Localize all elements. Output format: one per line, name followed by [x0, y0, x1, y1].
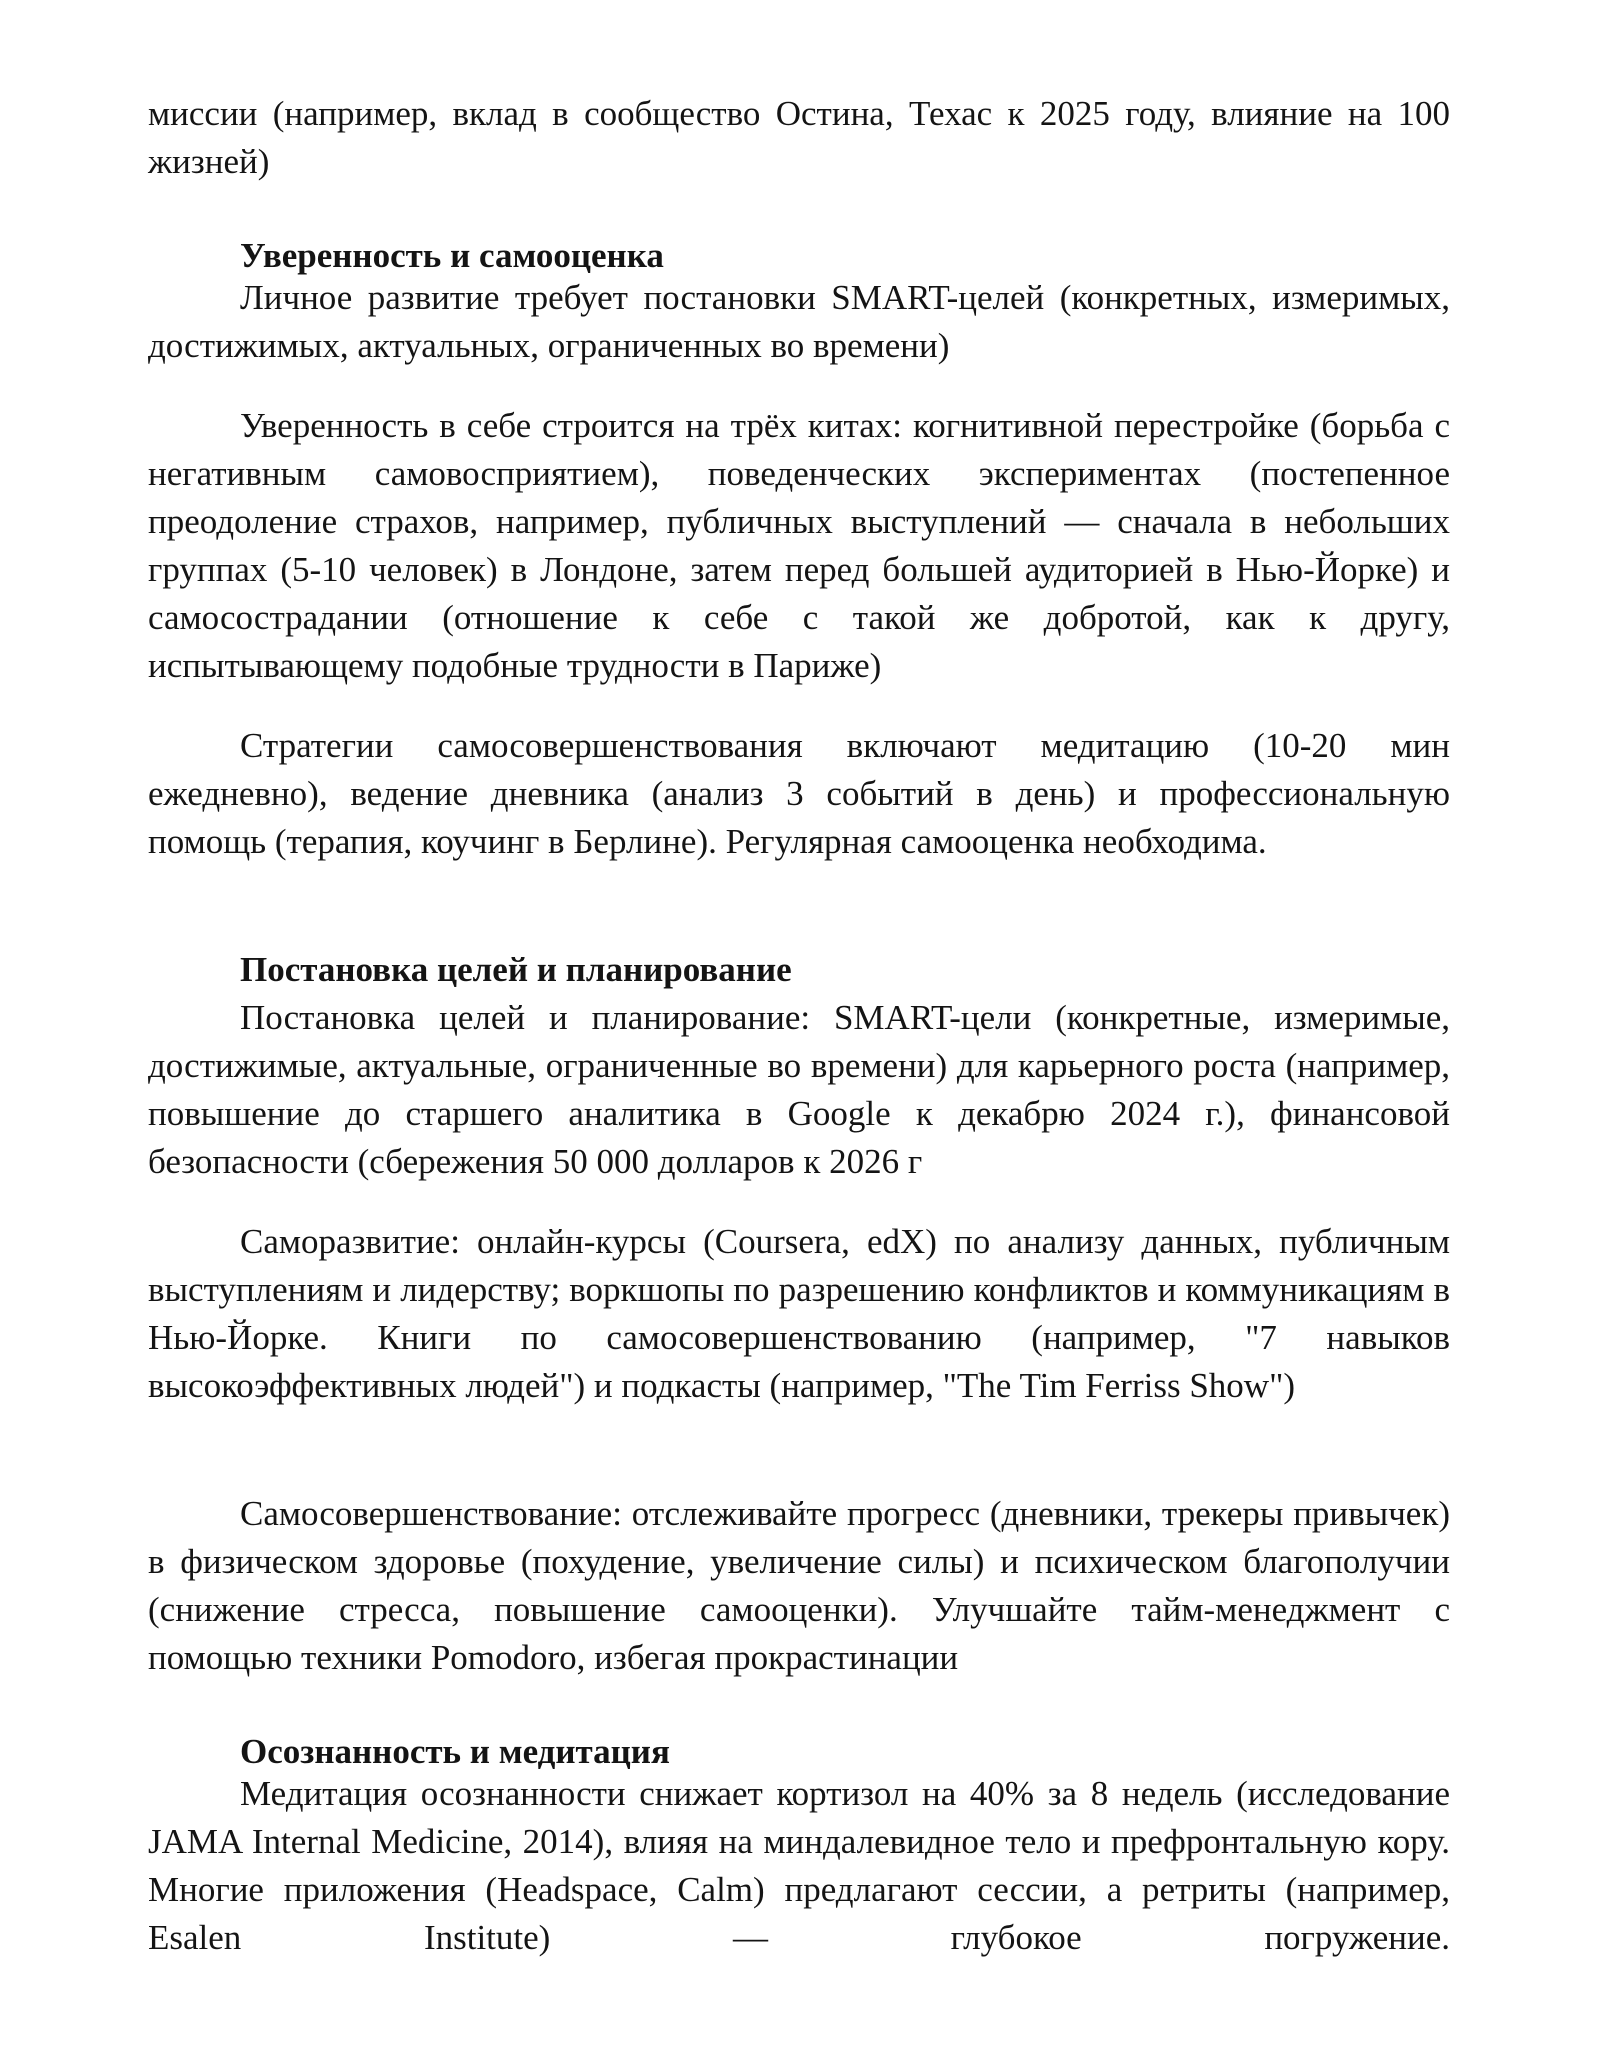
paragraph-three-whales: Уверенность в себе строится на трёх китах: когнитивной перестройке (борьба с негативным самовосприятием), поведенческих экспериментах (постепенное преодоление страхов, например, публичных выступлений — сначала в небольших группах (5-10 человек) в Лондоне, затем перед большей аудиторией в Нью-Йорке) и самосострадании (отношение к себе с такой же добротой, как к другу, испытывающему подобные трудности в Париже) [148, 406, 1450, 685]
paragraph-strategies: Стратегии самосовершенствования включают медитацию (10-20 мин ежедневно), ведение дневника (анализ 3 событий в день) и профессиональную помощь (терапия, коучинг в Берлине). Регулярная самооценка необходима. [148, 726, 1450, 861]
paragraph-self-improvement: Самосовершенствование: отслеживайте прогресс (дневники, трекеры привычек) в физическом здоровье (похудение, увеличение силы) и психическом благополучии (снижение стресса, повышение самооценки). Улучшайте тайм-менеджмент с помощью техники Pomodoro, избегая прокрастинации [148, 1494, 1450, 1677]
paragraph-self-development: Саморазвитие: онлайн-курсы (Coursera, edX) по анализу данных, публичным выступлениям и лидерству; воркшопы по разрешению конфликтов и коммуникациям в Нью-Йорке. Книги по самосовершенствованию (например, "7 навыков высокоэффективных людей") и подкасты (например, "The Tim Ferriss Show") [148, 1222, 1450, 1405]
paragraph-intro: миссии (например, вклад в сообщество Остина, Техас к 2025 году, влияние на 100 жизней) [148, 94, 1450, 181]
paragraph-goal-setting: Постановка целей и планирование: SMART-цели (конкретные, измеримые, достижимые, актуальные, ограниченные во времени) для карьерного роста (например, повышение до старшего аналитика в Google к декабрю 2024 г.), финансовой безопасности (сбережения 50 000 долларов к 2026 г [148, 998, 1450, 1181]
heading-goal-setting: Постановка целей и планирование [240, 950, 792, 989]
heading-confidence: Уверенность и самооценка [240, 236, 664, 275]
paragraph-smart-goals: Личное развитие требует постановки SMART-целей (конкретных, измеримых, достижимых, актуальных, ограниченных во времени) [148, 278, 1450, 365]
heading-mindfulness: Осознанность и медитация [240, 1732, 670, 1771]
paragraph-mindfulness: Медитация осознанности снижает кортизол на 40% за 8 недель (исследование JAMA Internal Medicine, 2014), влияя на миндалевидное тело и префронтальную кору. Многие приложения (Headspace, Calm) предлагают сессии, а ретриты (например, Esalen Institute) — глубокое погружение. [148, 1774, 1450, 1957]
